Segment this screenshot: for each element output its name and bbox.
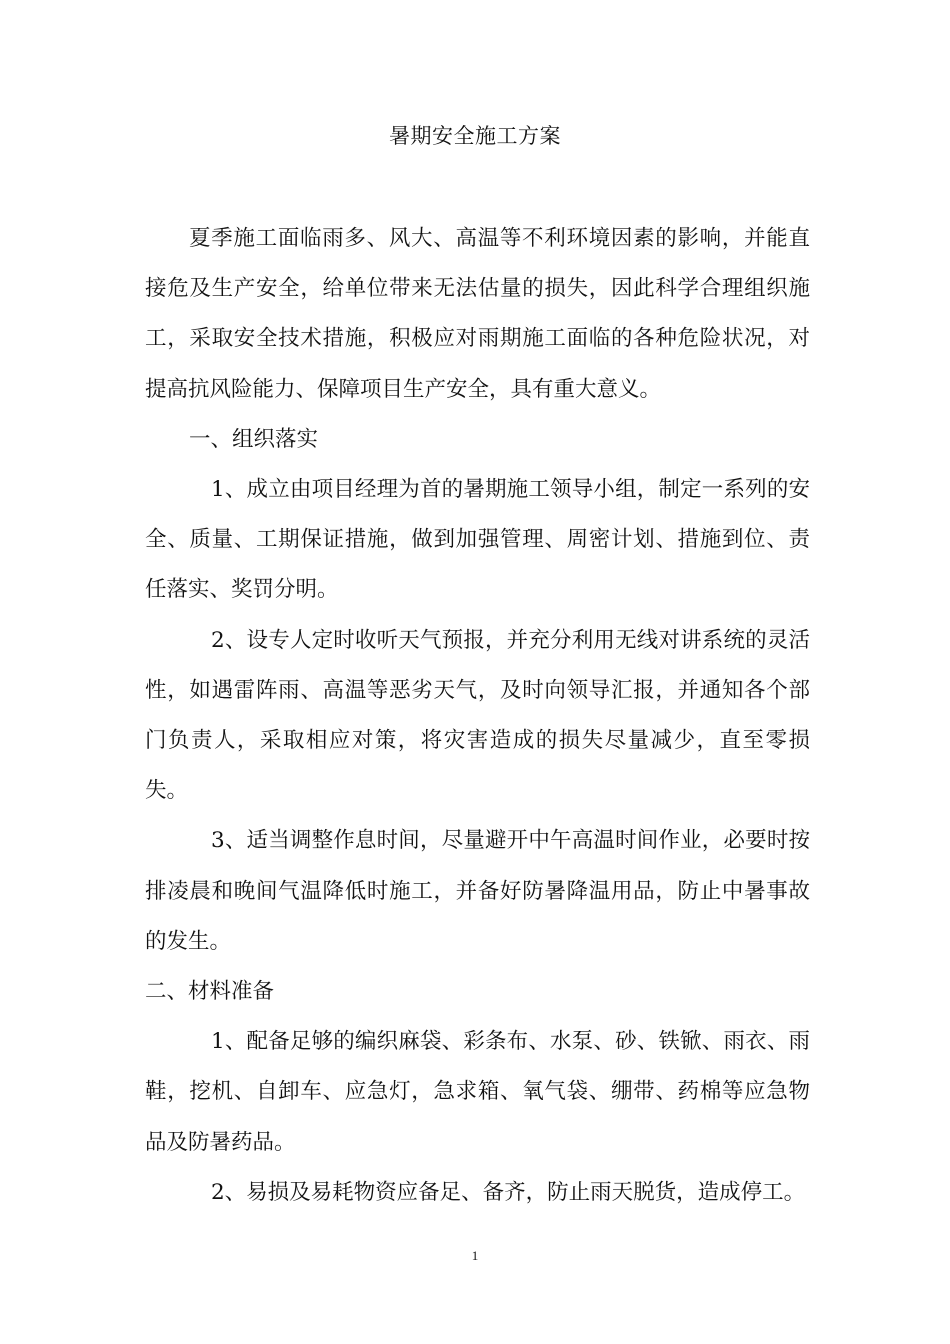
list-item: 1、成立由项目经理为首的暑期施工领导小组，制定一系列的安全、质量、工期保证措施，做到加强管理、周密计划、措施到位、责任落实、奖罚分明。: [145, 477, 810, 603]
intro-paragraph: 夏季施工面临雨多、风大、高温等不利环境因素的影响，并能直接危及生产安全，给单位带来无法估量的损失，因此科学合理组织施工，采取安全技术措施，积极应对雨期施工面临的各种危险状况，对提高抗风险能力、保障项目生产安全，具有重大意义。: [145, 226, 810, 402]
document-title: 暑期安全施工方案: [389, 124, 561, 148]
list-item: 2、设专人定时收听天气预报，并充分利用无线对讲系统的灵活性，如遇雷阵雨、高温等恶劣天气，及时向领导汇报，并通知各个部门负责人，采取相应对策，将灾害造成的损失尽量减少，直至零损失。: [145, 627, 810, 804]
document-body: [145, 214, 810, 1218]
list-item: 1、配备足够的编织麻袋、彩条布、水泵、砂、铁锨、雨衣、雨鞋，挖机、自卸车、应急灯，急求箱、氧气袋、绷带、药棉等应急物品及防暑药品。: [145, 1029, 810, 1155]
list-item: 3、适当调整作息时间，尽量避开中午高温时间作业，必要时按排凌晨和晚间气温降低时施工，并备好防暑降温用品，防止中暑事故的发生。: [145, 828, 810, 954]
section-heading-organization: 一、组织落实: [189, 426, 319, 452]
page-number: 1: [471, 1248, 479, 1263]
list-item: 2、易损及易耗物资应备足、备齐，防止雨天脱货，造成停工。: [211, 1179, 806, 1205]
section-heading-materials: 二、材料准备: [145, 979, 275, 1005]
